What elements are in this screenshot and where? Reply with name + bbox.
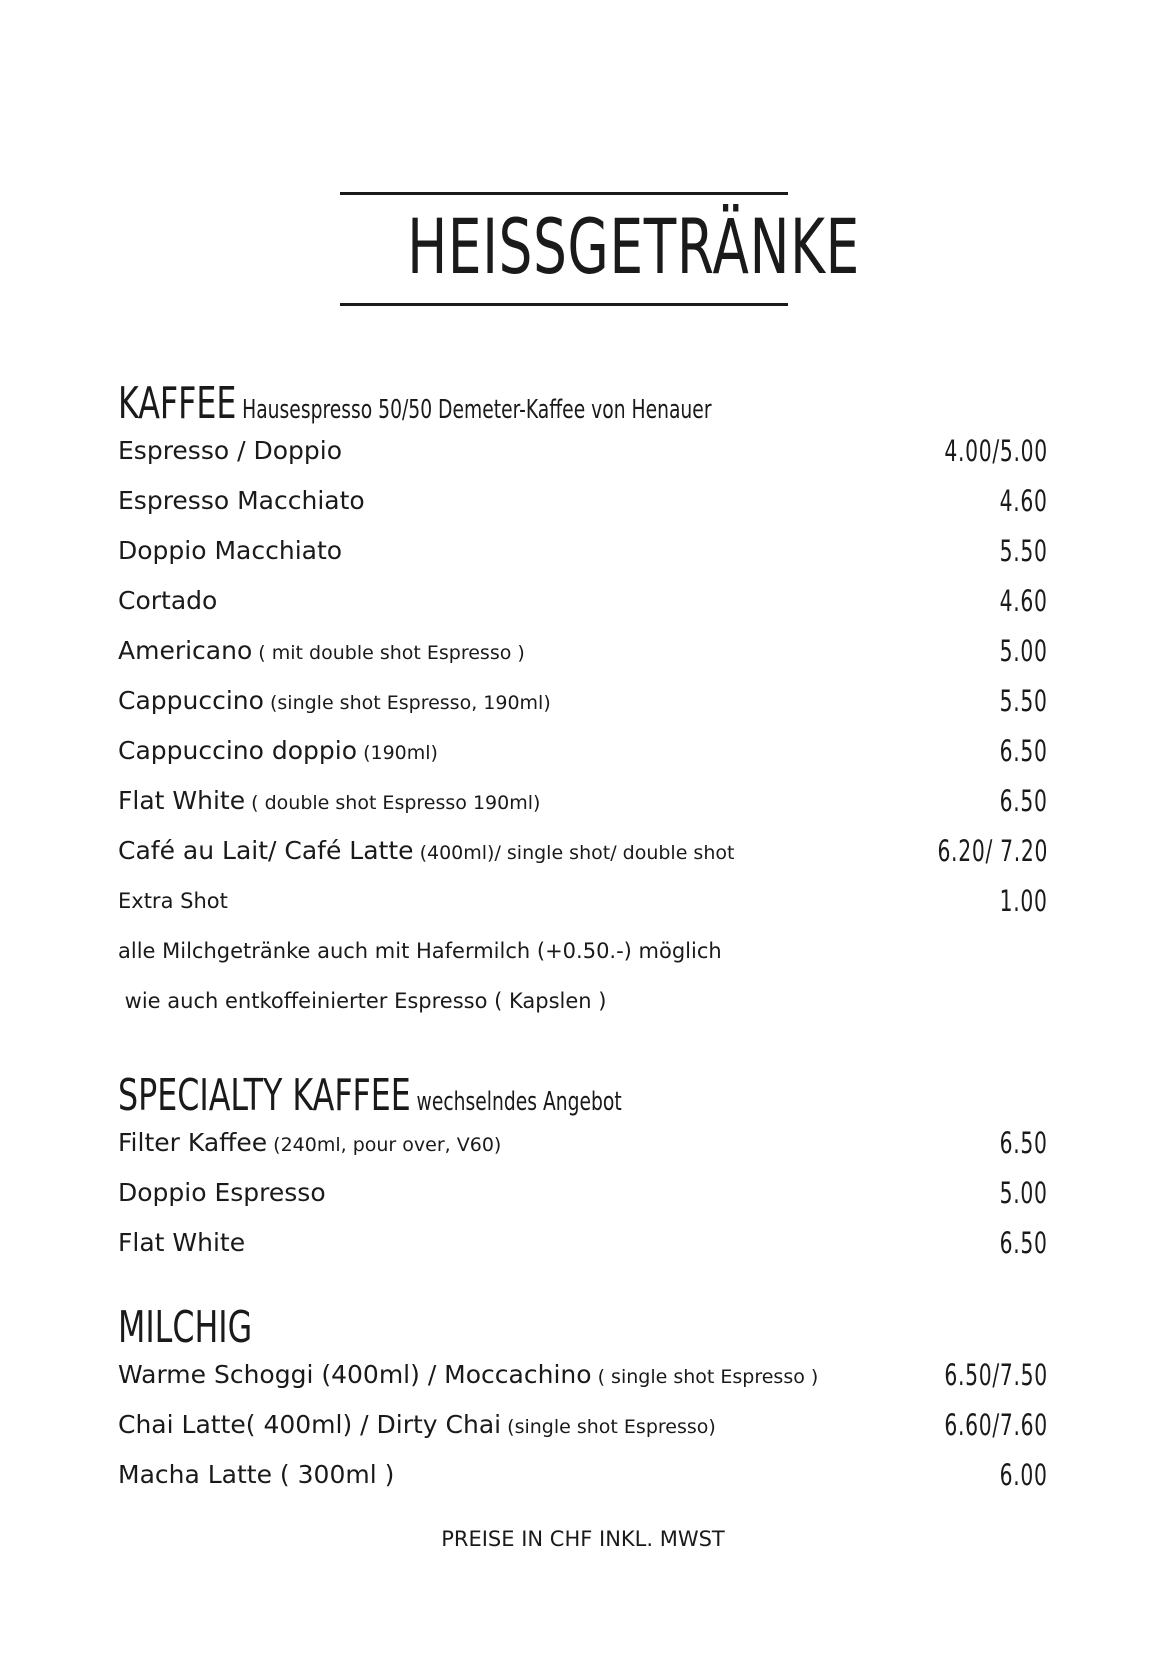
item-name: Filter Kaffee xyxy=(118,1128,268,1157)
item-note: ( single shot Espresso ) xyxy=(591,1366,819,1388)
item-name: Cortado xyxy=(118,586,218,615)
item-name: Warme Schoggi (400ml) / Moccachino xyxy=(118,1360,592,1389)
section-title: KAFFEE xyxy=(118,378,237,429)
item-price: 1.00 xyxy=(999,884,1048,918)
item-label xyxy=(118,776,540,828)
item-name: Doppio Macchiato xyxy=(118,536,343,565)
menu-item xyxy=(118,826,1048,876)
price-disclaimer: PREISE IN CHF INKL. MWST xyxy=(441,1527,725,1551)
item-label xyxy=(118,1118,501,1170)
menu-item xyxy=(118,776,1048,826)
item-price: 6.20/ 7.20 xyxy=(937,834,1048,868)
item-label xyxy=(118,1450,394,1502)
menu-item xyxy=(118,476,1048,526)
menu-item xyxy=(118,1118,1048,1168)
item-price: 6.50/7.50 xyxy=(944,1358,1048,1392)
item-label xyxy=(118,626,525,678)
info-note: wie auch entkoffeinierter Espresso ( Kapslen ) xyxy=(118,989,607,1013)
item-label xyxy=(118,426,342,478)
menu-item xyxy=(118,876,1048,926)
item-name: Espresso Macchiato xyxy=(118,486,365,515)
item-name: Americano xyxy=(118,636,253,665)
item-name: Flat White xyxy=(118,1228,246,1257)
item-price: 6.50 xyxy=(999,784,1048,818)
menu-item xyxy=(118,1450,1048,1500)
item-note: (single shot Espresso) xyxy=(501,1416,716,1438)
section-subtitle: wechselndes Angebot xyxy=(416,1087,622,1117)
info-note: alle Milchgetränke auch mit Hafermilch (+0.50.-) möglich xyxy=(118,939,722,963)
menu-item xyxy=(118,1218,1048,1268)
item-note: (240ml, pour over, V60) xyxy=(267,1134,502,1156)
item-price: 4.00/5.00 xyxy=(944,434,1048,468)
section-header-kaffee xyxy=(118,378,712,429)
menu-item xyxy=(118,576,1048,626)
item-label xyxy=(118,726,438,778)
menu-item xyxy=(118,426,1048,476)
item-price: 5.00 xyxy=(999,634,1048,668)
item-price: 4.60 xyxy=(999,484,1048,518)
item-label xyxy=(118,1168,326,1220)
page-title: HEISSGETRÄNKE xyxy=(407,202,860,291)
item-name: Chai Latte( 400ml) / Dirty Chai xyxy=(118,1410,502,1439)
item-name: Extra Shot xyxy=(118,889,228,913)
section-subtitle: Hausespresso 50/50 Demeter-Kaffee von Henauer xyxy=(242,395,712,425)
item-label xyxy=(118,576,217,628)
item-price: 6.60/7.60 xyxy=(944,1408,1048,1442)
item-label xyxy=(118,1218,245,1270)
item-name: Doppio Espresso xyxy=(118,1178,326,1207)
section-title: SPECIALTY KAFFEE xyxy=(118,1070,411,1121)
item-note: (190ml) xyxy=(357,742,438,764)
item-label xyxy=(118,526,342,578)
item-price: 6.50 xyxy=(999,734,1048,768)
item-label xyxy=(118,676,551,728)
title-bottom-rule xyxy=(340,303,788,306)
item-price: 5.50 xyxy=(999,684,1048,718)
item-label xyxy=(118,1350,818,1402)
item-price: 4.60 xyxy=(999,584,1048,618)
item-name: Cappuccino xyxy=(118,686,264,715)
item-price: 6.00 xyxy=(999,1458,1048,1492)
item-note: (single shot Espresso, 190ml) xyxy=(263,692,551,714)
menu-item xyxy=(118,1168,1048,1218)
item-name: Cappuccino doppio xyxy=(118,736,358,765)
menu-item xyxy=(118,1400,1048,1450)
item-price: 5.50 xyxy=(999,534,1048,568)
section-title: MILCHIG xyxy=(118,1302,253,1353)
title-block xyxy=(340,192,860,306)
item-label xyxy=(118,1400,716,1452)
menu-item xyxy=(118,726,1048,776)
item-name: Macha Latte ( 300ml ) xyxy=(118,1460,395,1489)
menu-item xyxy=(118,626,1048,676)
item-price: 5.00 xyxy=(999,1176,1048,1210)
item-name: Espresso / Doppio xyxy=(118,436,342,465)
item-price: 6.50 xyxy=(999,1126,1048,1160)
menu-item xyxy=(118,676,1048,726)
menu-item xyxy=(118,1350,1048,1400)
item-label xyxy=(118,476,365,528)
item-label xyxy=(118,826,734,878)
section-header-specialty xyxy=(118,1070,622,1121)
item-note: ( double shot Espresso 190ml) xyxy=(245,792,541,814)
item-label xyxy=(118,876,228,927)
item-note: ( mit double shot Espresso ) xyxy=(252,642,525,664)
menu-item xyxy=(118,526,1048,576)
item-note: (400ml)/ single shot/ double shot xyxy=(413,842,735,864)
item-name: Flat White xyxy=(118,786,246,815)
item-name: Café au Lait/ Café Latte xyxy=(118,836,414,865)
section-header-milchig xyxy=(118,1302,258,1353)
item-price: 6.50 xyxy=(999,1226,1048,1260)
